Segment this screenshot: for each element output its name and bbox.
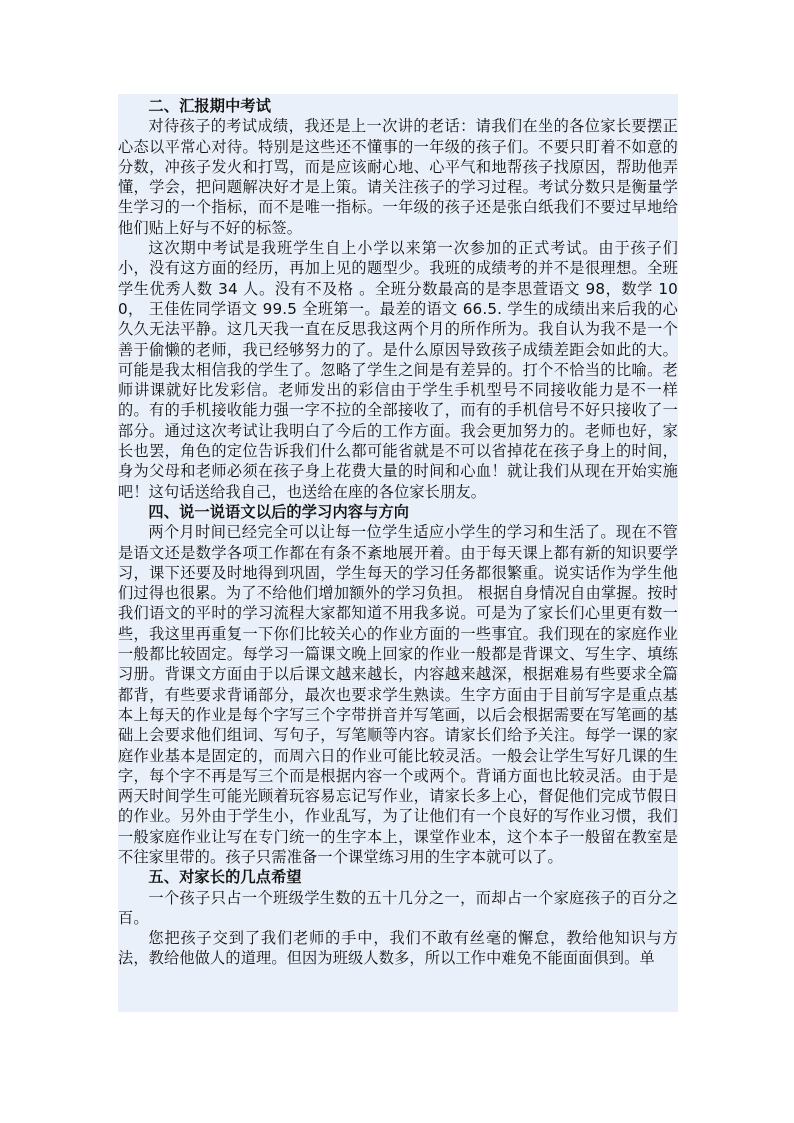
paragraph-homework: 两个月时间已经完全可以让每一位学生适应小学生的学习和生活了。现在不管是语文还是数学各项工作都在有条不紊地展开着。由于每天课上都有新的知识要学习，课下还要及时地得到巩固，学生每天的学习任务都很繁重。说实话作为学生他们过得也很累。为了不给他们增加额外的学习负担。 根据自身情况自由掌握。按时我们语文的平时的学习流程大家都知道不用我多说。可是为了家长们心里更有数一些，我这里再重复一下你们比较关心的作业方面的一些事宜。我们现在的家庭作业一般都比较固定。每学习一篇课文晚上回家的作业一般都是背课文、写生字、填练习册。背课文方面由于以后课文越来越长，内容越来越深，根据难易有些要求全篇都背，有些要求背诵部分，最次也要求学生熟读。生字方面由于目前写字是重点基本上每天的作业是每个字写三个字带拼音并写笔画，以后会根据需要在写笔画的基础上会要求他们组词、写句子，写笔顺等内容。请家长们给予关注。每学一课的家庭作业基本是固定的，而周六日的作业可能比较灵活。一般会让学生写好几课的生字，每个字不再是写三个而是根据内容一个或两个。背诵方面也比较灵活。由于是两天时间学生可能光顾着玩容易忘记写作业，请家长多上心，督促他们完成节假日的作业。另外由于学生小，作业乱写，为了让他们有一个良好的写作业习惯，我们一般家庭作业让写在专门统一的生字本上，课堂作业本，这个本子一般留在教室是不往家里带的。孩子只需准备一个课堂练习用的生字本就可以了。 [118,523,678,866]
section-heading-chinese-study: 四、说一说语文以后的学习内容与方向 [148,502,410,521]
paragraph-exam-attitude: 对待孩子的考试成绩，我还是上一次讲的老话：请我们在坐的各位家长要摆正心态以平常心对待。特别是这些还不懂事的一年级的孩子们。不要只盯着不如意的分数，冲孩子发火和打骂，而是应该耐心地、心平气和地帮孩子找原因，帮助他弄懂，学会，把问题解决好才是上策。请关注孩子的学习过程。考试分数只是衡量学生学习的一个指标，而不是唯一指标。一年级的孩子还是张白纸我们不要过早地给他们贴上好与不好的标签。 [118,117,678,237]
paragraph-child-share: 一个孩子只占一个班级学生数的五十几分之一，而却占一个家庭孩子的百分之百。 [118,888,678,927]
section-heading-exam-report: 二、汇报期中考试 [148,97,272,115]
section-heading-parent-hopes: 五、对家长的几点希望 [148,868,302,887]
paragraph-exam-results: 这次期中考试是我班学生自上小学以来第一次参加的正式考试。由于孩子们小，没有这方面的经历，再加上见的题型少。我班的成绩考的并不是很理想。全班学生优秀人数 34 人。没有不及格 。全班分数最高的是李思萱语文 98，数学 100， 王佳佐同学语文 99.5 全班第一。最差的语文 66.5. 学生的成绩出来后我的心久久无法平静。这几天我一直在反思我这两个月的所作所为。我自认为我不是一个善于偷懒的老师，我已经够努力的了。是什么原因导致孩子成绩差距会如此的大。可能是我太相信我的学生了。忽略了学生之间是有差异的。打个不恰当的比喻。老师讲课就好比发彩信。老师发出的彩信由于学生手机型号不同接收能力是不一样的。有的手机接收能力强一字不拉的全部接收了，而有的手机信号不好只接收了一部分。通过这次考试让我明白了今后的工作方面。我会更加努力的。老师也好，家长也罢，角色的定位告诉我们什么都可能省就是不可以省掉花在孩子身上的时间，身为父母和老师必须在孩子身上花费大量的时间和心血！就让我们从现在开始实施吧！这句话送给我自己，也送给在座的各位家长朋友。 [118,239,678,501]
document-body [118,96,678,969]
paragraph-teacher-commitment: 您把孩子交到了我们老师的手中，我们不敢有丝毫的懈怠，教给他知识与方法，教给他做人的道理。但因为班级人数多，所以工作中难免不能面面俱到。单 [118,929,678,968]
